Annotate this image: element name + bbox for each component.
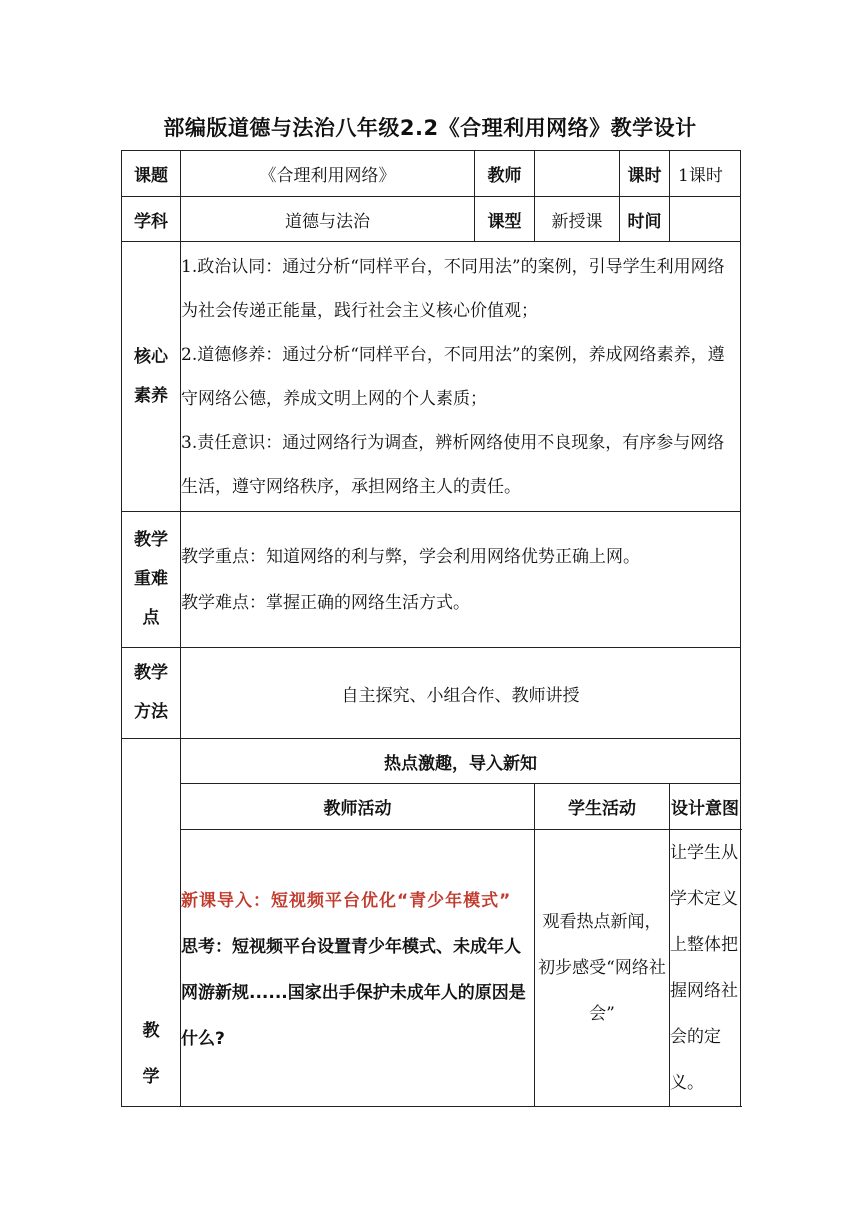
row-method bbox=[122, 648, 741, 739]
hours-value: 1课时 bbox=[670, 151, 741, 197]
label-teacher: 教师 bbox=[475, 151, 535, 197]
label-type: 课型 bbox=[475, 197, 535, 242]
core-literacy-content bbox=[181, 242, 741, 512]
section-title: 热点激趣，导入新知 bbox=[181, 739, 741, 784]
label-process-2: 学 bbox=[142, 1067, 160, 1087]
label-method bbox=[122, 648, 181, 739]
core-item-3: 3.责任意识：通过网络行为调查，辨析网络使用不良现象，有序参与网络生活，遵守网络秩序，承担网络主人的责任。 bbox=[181, 432, 725, 497]
row-activity-content bbox=[122, 830, 741, 1107]
label-process bbox=[122, 739, 181, 1107]
label-key-3: 点 bbox=[142, 608, 160, 628]
label-core-1: 核心 bbox=[134, 346, 168, 367]
course-value: 《合理利用网络》 bbox=[181, 151, 475, 197]
label-key-1: 教学 bbox=[134, 530, 168, 550]
label-subject: 学科 bbox=[122, 197, 181, 242]
key-points-content bbox=[181, 512, 741, 648]
label-key-2: 重难 bbox=[134, 569, 168, 589]
teacher-activity-content bbox=[181, 830, 535, 1107]
time-value bbox=[670, 197, 741, 242]
label-core-2: 素养 bbox=[134, 385, 168, 406]
core-item-2: 2.道德修养：通过分析“同样平台，不同用法”的案例，养成网络素养，遵守网络公德，养成文明上网的个人素质； bbox=[181, 344, 725, 409]
row-subject bbox=[122, 197, 741, 242]
label-key-points bbox=[122, 512, 181, 648]
row-section-title bbox=[122, 739, 741, 784]
header-design-intent: 设计意图 bbox=[670, 784, 741, 830]
type-value: 新授课 bbox=[535, 197, 620, 242]
label-time: 时间 bbox=[620, 197, 670, 242]
label-core-literacy bbox=[122, 242, 181, 512]
row-core-literacy bbox=[122, 242, 741, 512]
teacher-question: 思考：短视频平台设置青少年模式、未成年人网游新规......国家出手保护未成年人的原因是什么? bbox=[181, 937, 526, 1049]
subject-value: 道德与法治 bbox=[181, 197, 475, 242]
row-activity-headers bbox=[122, 784, 741, 830]
lesson-plan-table bbox=[121, 150, 741, 1107]
label-course: 课题 bbox=[122, 151, 181, 197]
label-method-2: 方法 bbox=[134, 702, 168, 722]
core-item-1: 1.政治认同：通过分析“同样平台，不同用法”的案例，引导学生利用网络为社会传递正能量，践行社会主义核心价值观； bbox=[181, 256, 725, 321]
student-activity-content: 观看热点新闻，初步感受“网络社会” bbox=[535, 830, 670, 1107]
teaching-focus: 教学重点：知道网络的利与弊，学会利用网络优势正确上网。 bbox=[181, 546, 640, 567]
document-title: 部编版道德与法治八年级2.2《合理利用网络》教学设计 bbox=[163, 116, 697, 140]
header-teacher-activity: 教师活动 bbox=[181, 784, 535, 830]
row-key-points bbox=[122, 512, 741, 648]
label-hours: 课时 bbox=[620, 151, 670, 197]
new-lesson-intro: 新课导入：短视频平台优化“青少年模式” bbox=[181, 891, 512, 911]
teaching-difficulty: 教学难点：掌握正确的网络生活方式。 bbox=[181, 592, 470, 613]
header-student-activity: 学生活动 bbox=[535, 784, 670, 830]
teacher-value bbox=[535, 151, 620, 197]
row-course bbox=[122, 151, 741, 197]
method-value: 自主探究、小组合作、教师讲授 bbox=[181, 648, 741, 739]
label-process-1: 教 bbox=[142, 1021, 160, 1041]
label-method-1: 教学 bbox=[134, 663, 168, 683]
design-intent-content: 让学生从学术定义上整体把握网络社会的定义。 bbox=[670, 830, 741, 1107]
